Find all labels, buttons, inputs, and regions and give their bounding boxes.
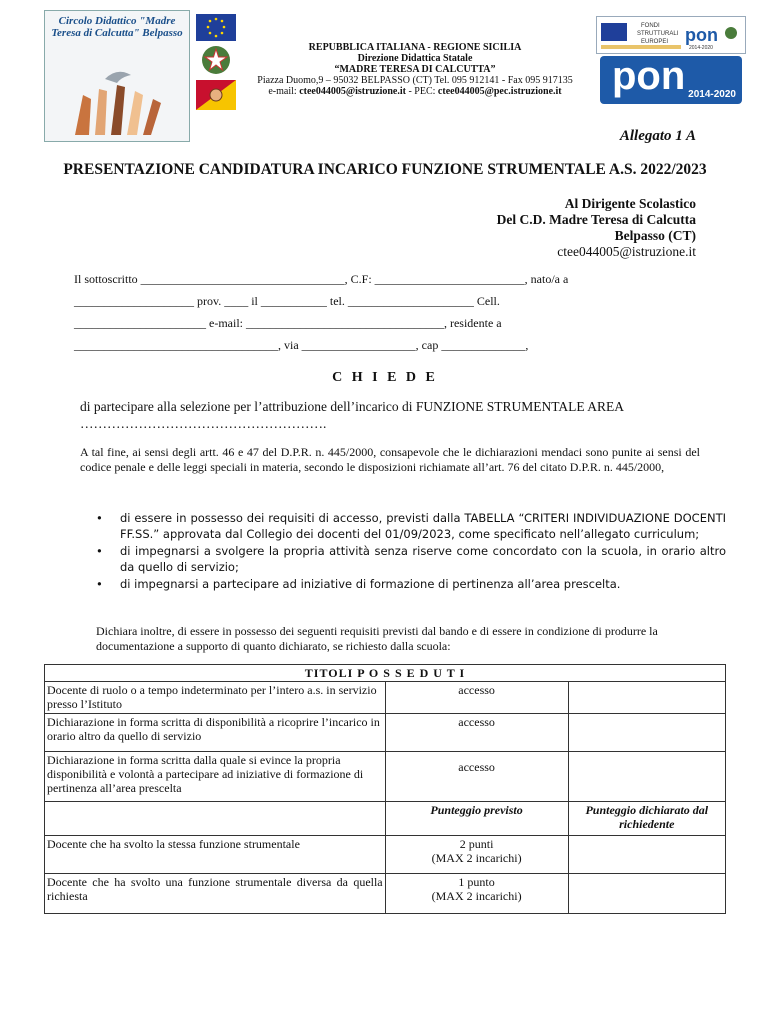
svg-text:2014-2020: 2014-2020 bbox=[689, 45, 713, 51]
form-line-prov[interactable]: ____________________ prov. ____ il ___________ tel. _____________________ Cell. bbox=[74, 294, 500, 308]
svg-text:EUROPEI: EUROPEI bbox=[641, 39, 669, 45]
svg-text:FONDI: FONDI bbox=[641, 23, 660, 29]
titoli-table bbox=[44, 664, 726, 914]
access-desc: Docente di ruolo o a tempo indeterminato per l’intero a.s. in servizio presso l’Istituto bbox=[45, 682, 386, 714]
letterhead bbox=[240, 42, 590, 97]
allegato-label: Allegato 1 A bbox=[619, 128, 696, 144]
col-punteggio-dichiarato: Punteggio dichiarato dal richiedente bbox=[568, 802, 725, 836]
empty-cell bbox=[45, 802, 386, 836]
access-desc: Dichiarazione in forma scritta dalla quale si evince la propria disponibilità e volontà a partecipare ad iniziative di formazione di pertinenza all’area prescelta bbox=[45, 752, 386, 802]
declared-cell[interactable] bbox=[568, 682, 725, 714]
list-item: • di impegnarsi a partecipare ad iniziative di formazione di pertinenza all’area prescelta. bbox=[96, 577, 621, 591]
access-desc: Dichiarazione in forma scritta di disponibilità a ricoprire l’incarico in orario altro da quello di servizio bbox=[45, 714, 386, 752]
form-line-via[interactable]: __________________________________, via ___________________, cap ______________, bbox=[74, 338, 529, 352]
recipient-line1: Al Dirigente Scolastico bbox=[564, 196, 696, 211]
letterhead-line2: Direzione Didattica Statale bbox=[357, 53, 473, 64]
bullet-icon: • bbox=[96, 544, 103, 558]
chiede-heading: C H I E D E bbox=[332, 370, 438, 385]
recipient-line3: Belpasso (CT) bbox=[614, 228, 696, 243]
sicily-flag-icon bbox=[196, 80, 236, 110]
access-value: accesso bbox=[385, 682, 568, 714]
dichiara-paragraph: Dichiara inoltre, di essere in possesso dei seguenti requisiti previsti dal bando e di essere in condizione di produrre la documentazione a supporto di quanto dichiarato, se richiesto dalla scuola: bbox=[96, 624, 658, 653]
svg-text:pon: pon bbox=[685, 25, 718, 45]
table-row bbox=[45, 874, 726, 914]
letterhead-line1: REPUBBLICA ITALIANA - REGIONE SICILIA bbox=[308, 42, 522, 53]
access-value: accesso bbox=[385, 714, 568, 752]
pon-logo-text: pon bbox=[612, 54, 686, 98]
document-title: PRESENTAZIONE CANDIDATURA INCARICO FUNZIONE STRUMENTALE A.S. 2022/2023 bbox=[63, 161, 707, 178]
email-link[interactable]: ctee044005@istruzione.it bbox=[299, 86, 406, 97]
bullet-icon: • bbox=[96, 511, 103, 525]
recipient-block bbox=[497, 196, 696, 260]
school-logo-text: Circolo Didattico "Madre Teresa di Calcutta" Belpasso bbox=[51, 15, 183, 39]
table-row bbox=[45, 802, 726, 836]
pon-logo-years: 2014-2020 bbox=[688, 89, 736, 100]
table-header: TITOLI P O S S E D U T I bbox=[45, 665, 726, 682]
letterhead-contacts: e-mail: ctee044005@istruzione.it - PEC: ctee044005@pec.istruzione.it bbox=[268, 86, 562, 97]
declared-score-cell[interactable] bbox=[568, 836, 725, 874]
score-points: 2 punti (MAX 2 incarichi) bbox=[385, 836, 568, 874]
school-logo bbox=[44, 10, 190, 142]
pec-link[interactable]: ctee044005@pec.istruzione.it bbox=[437, 86, 562, 97]
declared-cell[interactable] bbox=[568, 752, 725, 802]
declared-score-cell[interactable] bbox=[568, 874, 725, 914]
form-line-email[interactable]: ______________________ e-mail: _________________________________, residente a bbox=[74, 316, 502, 330]
table-row bbox=[45, 836, 726, 874]
declaration-paragraph: A tal fine, ai sensi degli artt. 46 e 47 del D.P.R. n. 445/2000, consapevole che le dichiarazioni mendaci sono punite ai sensi del codice penale e delle leggi speciali in materia, secondo le disposizioni richiamate all’art. 76 del citato D.P.R. n. 445/2000, bbox=[80, 445, 700, 474]
pon-fse-logo bbox=[596, 16, 746, 54]
col-punteggio-previsto: Punteggio previsto bbox=[385, 802, 568, 836]
recipient-line2: Del C.D. Madre Teresa di Calcutta bbox=[496, 212, 696, 227]
access-value: accesso bbox=[385, 752, 568, 802]
request-paragraph: di partecipare alla selezione per l’attribuzione dell’incarico di FUNZIONE STRUMENTALE AREA ………………………………………………. bbox=[80, 399, 624, 431]
table-row bbox=[45, 714, 726, 752]
hands-dove-icon bbox=[65, 65, 169, 135]
svg-text:STRUTTURALI: STRUTTURALI bbox=[637, 31, 679, 37]
eu-flag-icon bbox=[196, 14, 236, 41]
score-points: 1 punto (MAX 2 incarichi) bbox=[385, 874, 568, 914]
bullet-icon: • bbox=[96, 577, 103, 591]
italian-emblem-icon bbox=[200, 44, 232, 76]
declared-cell[interactable] bbox=[568, 714, 725, 752]
list-item: • di impegnarsi a svolgere la propria attività senza riserve come concordato con la scuola, in orario altro da quello di servizio; bbox=[96, 544, 726, 574]
form-line-nome[interactable]: Il sottoscritto __________________________________, C.F: _________________________, nato/a a bbox=[74, 272, 569, 286]
score-desc: Docente che ha svolto la stessa funzione strumentale bbox=[45, 836, 386, 874]
table-row bbox=[45, 682, 726, 714]
letterhead-address: Piazza Duomo,9 – 95032 BELPASSO (CT) Tel. 095 912141 - Fax 095 917135 bbox=[257, 75, 573, 86]
pon-logo bbox=[600, 56, 742, 104]
recipient-email: ctee044005@istruzione.it bbox=[557, 244, 696, 259]
letterhead-line3: “MADRE TERESA DI CALCUTTA” bbox=[334, 64, 496, 75]
list-item: • di essere in possesso dei requisiti di accesso, previsti dalla TABELLA “CRITERI INDIVIDUAZIONE DOCENTI FF.SS.” approvata dal Collegio dei docenti del 01/09/2023, come specificato nell’allegato curriculum; bbox=[96, 511, 726, 541]
declaration-list bbox=[96, 510, 726, 593]
table-row bbox=[45, 752, 726, 802]
score-desc: Docente che ha svolto una funzione strumentale diversa da quella richiesta bbox=[45, 874, 386, 914]
